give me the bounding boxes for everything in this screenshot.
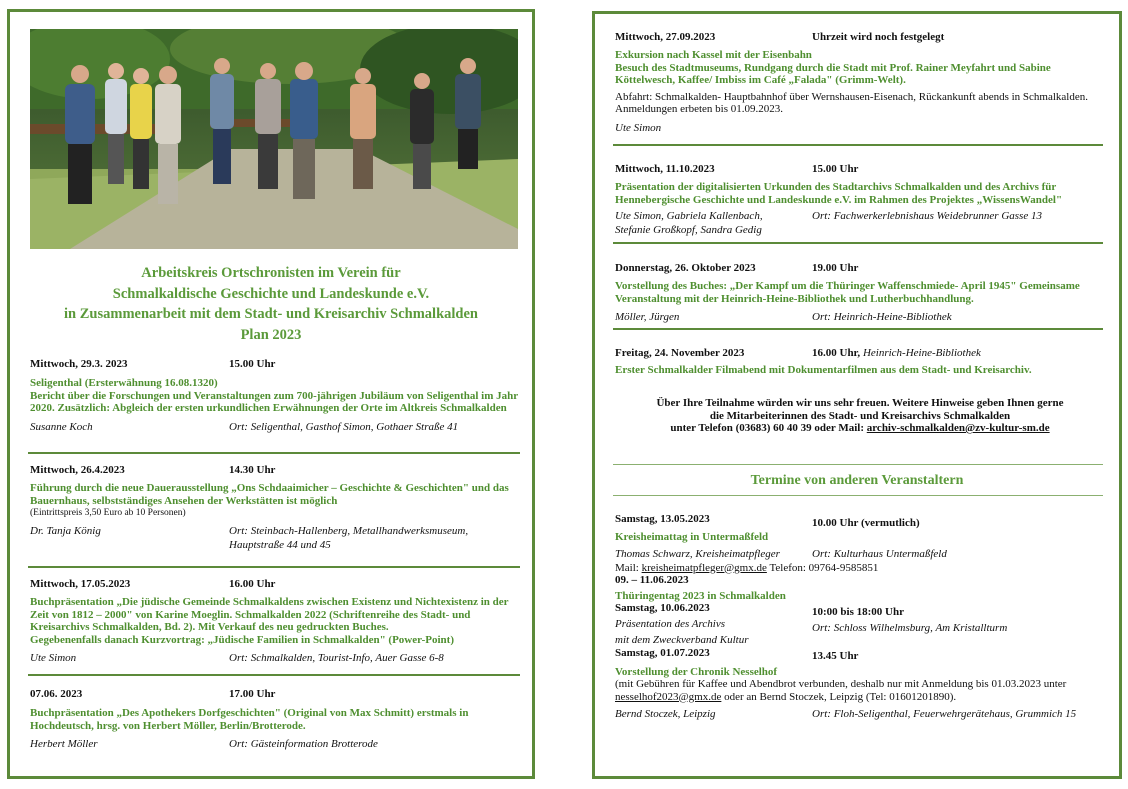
group-photo-illustration bbox=[30, 29, 518, 249]
event-time: 10.00 Uhr (vermutlich) bbox=[812, 517, 920, 529]
divider bbox=[28, 452, 520, 454]
event-place: Ort: Gästeinformation Brotterode bbox=[229, 738, 378, 750]
event-title: Vorstellung der Chronik Nesselhof bbox=[615, 665, 778, 678]
divider bbox=[28, 566, 520, 568]
plan-heading bbox=[10, 263, 532, 345]
event-person-line-2: Stefanie Großkopf, Sandra Gedig bbox=[615, 224, 762, 236]
event-item bbox=[615, 262, 1105, 325]
contact-line-3: unter Telefon (03683) 60 40 39 oder Mail: bbox=[670, 422, 864, 434]
event-date: Donnerstag, 26. Oktober 2023 bbox=[615, 262, 756, 274]
event-time: 13.45 Uhr bbox=[812, 649, 859, 662]
event-date: Mittwoch, 29.3. 2023 bbox=[30, 358, 128, 370]
left-page bbox=[7, 9, 535, 779]
event-item bbox=[30, 464, 520, 553]
heading-line-4: Plan 2023 bbox=[240, 326, 302, 343]
event-time: 14.30 Uhr bbox=[229, 464, 276, 476]
event-person: Ute Simon, Gabriela Kallenbach, bbox=[615, 210, 763, 222]
event-place: Ort: Heinrich-Heine-Bibliothek bbox=[812, 311, 952, 323]
mail-link[interactable]: nesselhof2023@gmx.de bbox=[615, 690, 722, 703]
event-place: Ort: Floh-Seligenthal, Feuerwehrgerätehaus, Grummich 15 bbox=[812, 708, 1077, 720]
event-date: Samstag, 01.07.2023 bbox=[615, 646, 710, 659]
event-description: Erster Schmalkalder Filmabend mit Dokumentarfilmen aus dem Stadt- und Kreisarchiv. bbox=[615, 364, 1032, 376]
divider bbox=[613, 328, 1103, 330]
event-title: Seligenthal (Ersterwähnung 16.08.1320) bbox=[30, 377, 218, 389]
event-description: Buchpräsentation „Des Apothekers Dorfgeschichten" (Original von Max Schmitt) erstmals in Hochdeutsch, hrsg. von Herbert Möller, Berlin/Brotterode. bbox=[30, 707, 469, 732]
event-title: Exkursion nach Kassel mit der Eisenbahn bbox=[615, 49, 812, 61]
event-time: 16.00 Uhr, bbox=[812, 347, 861, 359]
mail-link[interactable]: kreisheimatpfleger@gmx.de bbox=[641, 561, 767, 574]
event-date: 09. – 11.06.2023 bbox=[615, 574, 689, 586]
event-time: 17.00 Uhr bbox=[229, 688, 276, 700]
event-description: Buchpräsentation „Die jüdische Gemeinde Schmalkaldens zwischen Existenz und Nichtexistenz in der Zeit von 1812 – 2000" von Karine Moeglin. Schmalkalden 2022 (Schriftenreihe des Stadt- und Kreisarchivs Schmalkalden, Bd. 2). Mit Verkauf des neu gedruckten Buches. bbox=[30, 596, 509, 633]
event-description: Vorstellung des Buches: „Der Kampf um die Thüringer Waffenschmiede- April 1945" Gemeinsame Veranstaltung mit der Heinrich-Heine-Bibliothek und Lutherbuchhandlung. bbox=[615, 280, 1080, 305]
event-item bbox=[30, 688, 520, 752]
event-time: 15.00 Uhr bbox=[812, 163, 859, 175]
event-details: Abfahrt: Schmalkalden- Hauptbahnhof über Wernshausen-Eisenach, Rückankunft abends in Schmalkalden. Anmeldungen erbeten bis 01.09.2023. bbox=[615, 90, 1088, 115]
event-description-2: oder an Bernd Stoczek, Leipzig (Tel: 01601201890). bbox=[724, 690, 957, 703]
event-description: Besuch des Stadtmuseums, Rundgang durch die Stadt mit Prof. Rainer Meyfahrt und Sabine Köttelwesch, Kaffee/ Imbiss im Café „Falada" (Grimm-Welt). bbox=[615, 61, 1051, 86]
event-person: Ute Simon bbox=[30, 652, 77, 664]
event-item bbox=[615, 163, 1105, 238]
contact-block bbox=[615, 397, 1105, 435]
event-time: 15.00 Uhr bbox=[229, 358, 276, 370]
other-events-heading: Termine von anderen Veranstaltern bbox=[750, 473, 964, 488]
contact-line-1: Über Ihre Teilnahme würden wir uns sehr freuen. Weitere Hinweise geben Ihnen gerne bbox=[656, 397, 1064, 409]
event-item bbox=[615, 347, 1105, 377]
event-date: Freitag, 24. November 2023 bbox=[615, 347, 745, 359]
event-date: Mittwoch, 27.09.2023 bbox=[615, 31, 716, 43]
divider bbox=[613, 144, 1103, 146]
event-time: Uhrzeit wird noch festgelegt bbox=[812, 31, 945, 43]
contact-line-2: die Mitarbeiterinnen des Stadt- und Kreisarchivs Schmalkalden bbox=[709, 409, 1011, 422]
event-date: Samstag, 10.06.2023 bbox=[615, 602, 710, 614]
event-description: Präsentation der digitalisierten Urkunden des Stadtarchivs Schmalkalden und des Archivs für Hennebergische Geschichte und Landeskunde e.V. im Rahmen des Projektes „WissensWandel" bbox=[615, 181, 1063, 206]
event-phone: Telefon: 09764-9585851 bbox=[769, 561, 879, 574]
event-description: Bericht über die Forschungen und Veranstaltungen zum 700-jährigen Jubiläum von Seligenthal im Jahr 2020. Zusätzlich: Abgleich der ersten urkundlichen Erwähnungen der Orte im Altkreis Schmalkalden bbox=[30, 389, 518, 414]
mail-label: Mail: bbox=[615, 561, 639, 574]
event-place: Ort: Seligenthal, Gasthof Simon, Gothaer Straße 41 bbox=[229, 420, 459, 433]
event-title: Kreisheimattag in Untermaßfeld bbox=[615, 531, 769, 543]
event-description: Führung durch die neue Dauerausstellung „Ons Schdaaimicher – Geschichte & Geschichten" und das Bauernhaus, selbstständiges Ansehen der Werkstätten ist möglich bbox=[30, 482, 509, 507]
event-place: Ort: Fachwerkerlebnishaus Weidebrunner Gasse 13 bbox=[812, 210, 1042, 222]
other-events-list bbox=[615, 513, 1110, 722]
right-page bbox=[592, 11, 1122, 779]
event-time: 10:00 bis 18:00 Uhr bbox=[812, 606, 904, 618]
divider bbox=[28, 674, 520, 676]
event-item bbox=[30, 578, 520, 666]
event-person: Herbert Möller bbox=[30, 738, 98, 750]
event-time: 16.00 Uhr bbox=[229, 578, 276, 590]
event-person: Ute Simon bbox=[615, 121, 662, 134]
event-date: 07.06. 2023 bbox=[30, 688, 83, 700]
event-place-line-2: Hauptstraße 44 und 45 bbox=[229, 538, 331, 551]
divider bbox=[613, 464, 1103, 465]
heading-line-3: in Zusammenarbeit mit dem Stadt- und Kreisarchiv Schmalkalden bbox=[64, 306, 478, 322]
event-place: Ort: Schmalkalden, Tourist-Info, Auer Gasse 6-8 bbox=[229, 652, 444, 664]
event-time-place: Heinrich-Heine-Bibliothek bbox=[862, 347, 981, 359]
event-description: (mit Gebühren für Kaffee und Abendbrot verbunden, deshalb nur mit Anmeldung bis 01.03.2023 unter bbox=[615, 678, 1067, 690]
event-date: Samstag, 13.05.2023 bbox=[615, 513, 710, 525]
event-person: Präsentation des Archivs bbox=[615, 618, 725, 630]
event-person-line-2: mit dem Zweckverband Kultur bbox=[615, 634, 749, 646]
group-photo bbox=[30, 29, 518, 249]
heading-line-2: Schmalkaldische Geschichte und Landeskunde e.V. bbox=[112, 285, 430, 302]
event-place: Ort: Schloss Wilhelmsburg, Am Kristallturm bbox=[812, 622, 1008, 634]
event-note: (Eintrittspreis 3,50 Euro ab 10 Personen) bbox=[30, 508, 186, 518]
event-date: Mittwoch, 26.4.2023 bbox=[30, 464, 125, 476]
event-place: Ort: Kulturhaus Untermaßfeld bbox=[812, 547, 947, 560]
event-description-2: Gegebenenfalls danach Kurzvortrag: „Jüdische Familien in Schmalkalden" (Power-Point) bbox=[30, 633, 454, 646]
event-person: Dr. Tanja König bbox=[30, 524, 101, 537]
event-person: Möller, Jürgen bbox=[615, 311, 680, 323]
event-person: Bernd Stoczek, Leipzig bbox=[615, 708, 716, 720]
heading-line-1: Arbeitskreis Ortschronisten im Verein für bbox=[141, 265, 401, 281]
event-person: Thomas Schwarz, Kreisheimatpfleger bbox=[615, 547, 780, 560]
divider bbox=[613, 242, 1103, 244]
contact-mail-link[interactable]: archiv-schmalkalden@zv-kultur-sm.de bbox=[866, 422, 1050, 434]
event-date: Mittwoch, 11.10.2023 bbox=[615, 163, 715, 175]
event-time: 19.00 Uhr bbox=[812, 262, 859, 274]
event-item bbox=[615, 31, 1105, 134]
event-date: Mittwoch, 17.05.2023 bbox=[30, 578, 131, 590]
event-place: Ort: Steinbach-Hallenberg, Metallhandwerksmuseum, bbox=[229, 524, 469, 537]
event-item bbox=[30, 358, 520, 435]
divider bbox=[613, 495, 1103, 496]
event-title: Thüringentag 2023 in Schmalkalden bbox=[615, 589, 786, 602]
event-person: Susanne Koch bbox=[30, 420, 93, 433]
